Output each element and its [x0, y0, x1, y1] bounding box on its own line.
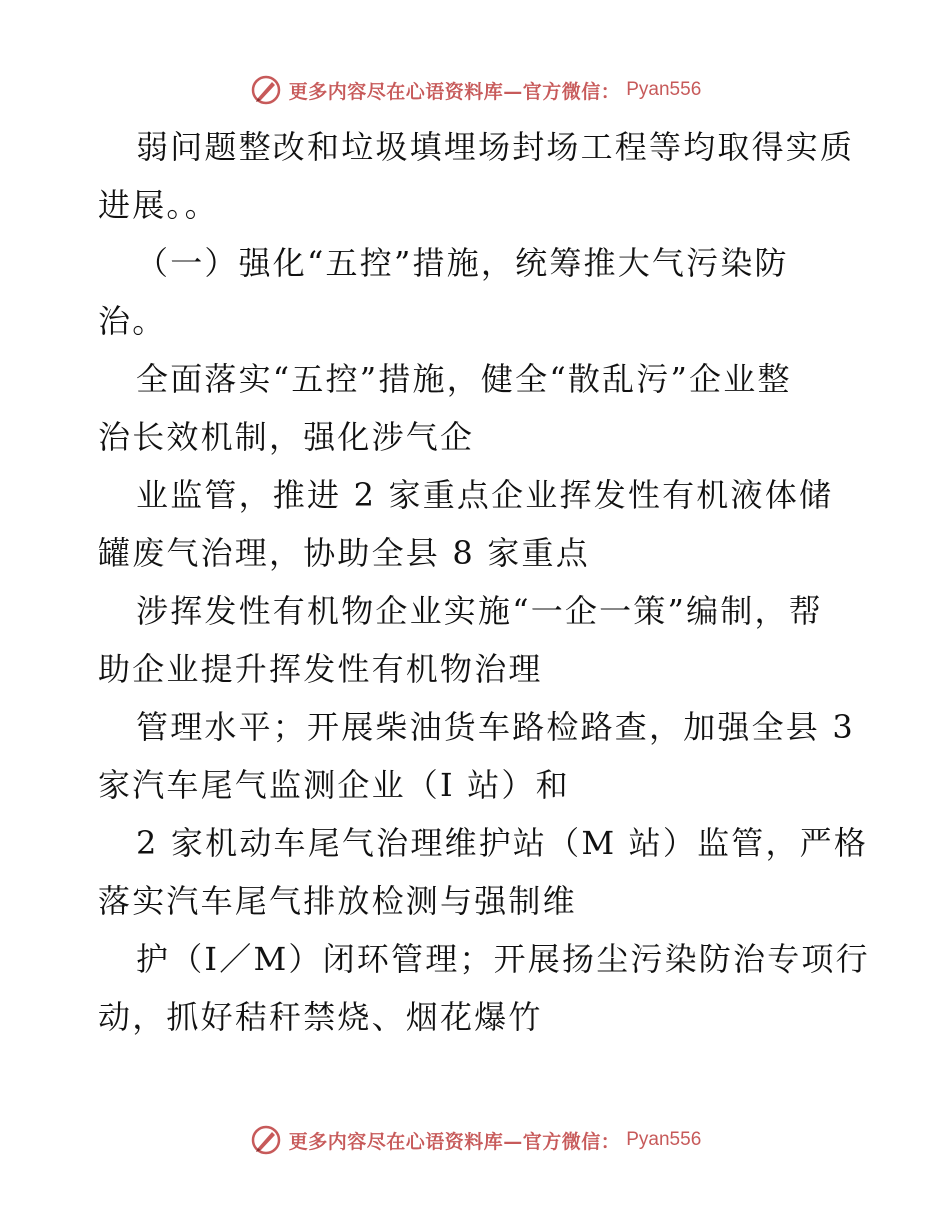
text-line: 2 家机动车尾气治理维护站（M 站）监管，严格	[136, 824, 869, 862]
text-line: 治。	[98, 302, 167, 340]
section-heading: （一）强化“五控”措施，统筹推大气污染防	[136, 244, 789, 282]
watermark-wechat-id: Pyan556	[626, 1129, 702, 1150]
document-body	[98, 118, 870, 1046]
text-line: 弱问题整改和垃圾填埋场封场工程等均取得实质	[136, 128, 855, 166]
watermark-wechat-id: Pyan556	[626, 79, 702, 100]
text-line: 全面落实“五控”措施，健全“散乱污”企业整	[136, 360, 792, 398]
text-line: 管理水平；开展柴油货车路检路查，加强全县 3	[136, 708, 855, 746]
text-line: 进展。。	[98, 186, 219, 224]
watermark-header	[0, 70, 950, 110]
watermark-text: 更多内容尽在心语资料库—官方微信：	[288, 1130, 621, 1153]
text-line: 护（I／M）闭环管理；开展扬尘污染防治专项行	[136, 940, 870, 978]
watermark-footer	[0, 1120, 950, 1160]
text-line: 助企业提升挥发性有机物治理	[98, 650, 543, 688]
watermark-text: 更多内容尽在心语资料库—官方微信：	[288, 80, 621, 103]
text-line: 动，抓好秸秆禁烧、烟花爆竹	[98, 998, 543, 1036]
pen-logo-icon	[249, 73, 283, 107]
pen-logo-icon	[249, 1123, 283, 1157]
text-line: 涉挥发性有机物企业实施“一企一策”编制，帮	[136, 592, 823, 630]
text-line: 家汽车尾气监测企业（I 站）和	[98, 766, 570, 804]
text-line: 罐废气治理，协助全县 8 家重点	[98, 534, 590, 572]
text-line: 业监管，推进 2 家重点企业挥发性有机液体储	[136, 476, 834, 514]
text-line: 落实汽车尾气排放检测与强制维	[98, 882, 577, 920]
text-line: 治长效机制，强化涉气企	[98, 418, 475, 456]
